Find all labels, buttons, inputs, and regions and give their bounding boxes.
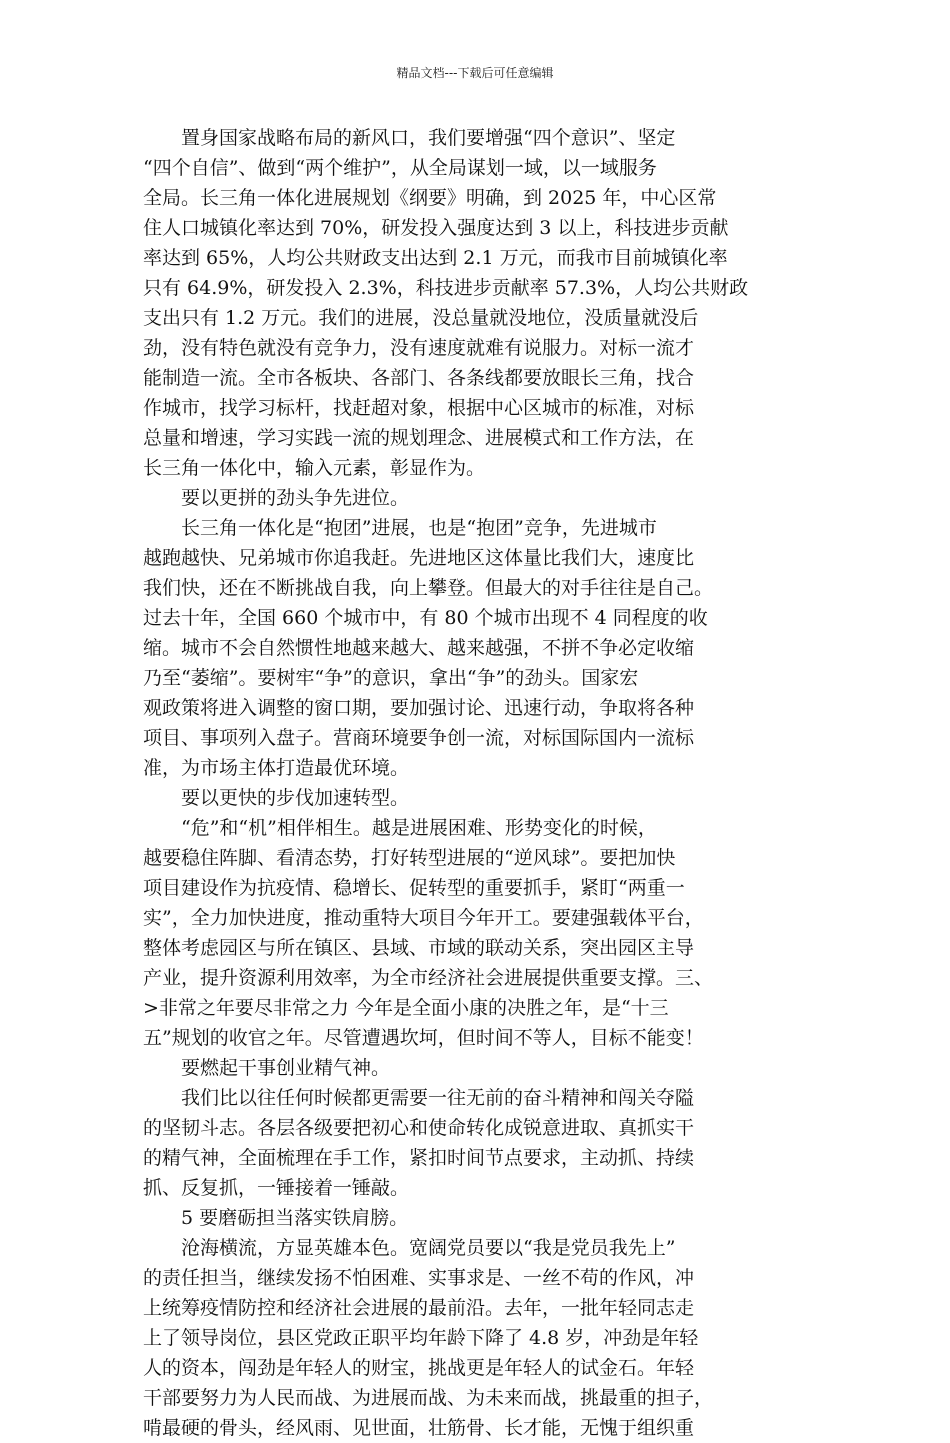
text-line: 长三角一体化中，输入元素，彰显作为。 <box>143 457 486 479</box>
text-line: 长三角一体化是“抱团”进展，也是“抱团”竞争，先进城市 <box>143 517 657 539</box>
text-line: 五”规划的收官之年。尽管遭遇坎坷，但时间不等人，目标不能变！ <box>143 1027 704 1049</box>
document-body <box>143 123 819 1443</box>
text-line: 越跑越快、兄弟城市你追我赶。先进地区这体量比我们大，速度比 <box>143 547 695 569</box>
text-line: 我们比以往任何时候都更需要一往无前的奋斗精神和闯关夺隘 <box>143 1087 695 1109</box>
text-line: 沧海横流，方显英雄本色。宽阔党员要以“我是党员我先上” <box>143 1237 676 1259</box>
text-line: 上统筹疫情防控和经济社会进展的最前沿。去年，一批年轻同志走 <box>143 1297 695 1319</box>
text-line: 5 要磨砺担当落实铁肩膀。 <box>143 1207 409 1229</box>
text-line: 我们快，还在不断挑战自我，向上攀登。但最大的对手往往是自己。 <box>143 577 714 599</box>
text-line: 劲，没有特色就没有竞争力，没有速度就难有说服力。对标一流才 <box>143 337 695 359</box>
text-line: 观政策将进入调整的窗口期，要加强讨论、迅速行动，争取将各种 <box>143 697 695 719</box>
text-line: 要以更快的步伐加速转型。 <box>143 787 410 809</box>
text-line: 的精气神，全面梳理在手工作，紧扣时间节点要求，主动抓、持续 <box>143 1147 695 1169</box>
text-line: 只有 64.9%，研发投入 2.3%，科技进步贡献率 57.3%，人均公共财政 <box>143 277 749 299</box>
page-header: 精品文档---下载后可任意编辑 <box>396 66 554 80</box>
text-line: 作城市，找学习标杆，找赶超对象，根据中心区城市的标准，对标 <box>143 397 695 419</box>
text-line: 抓、反复抓，一锤接着一锤敲。 <box>143 1177 410 1199</box>
text-line: 人的资本，闯劲是年轻人的财宝，挑战更是年轻人的试金石。年轻 <box>143 1357 695 1379</box>
text-line: “四个自信”、做到“两个维护”，从全局谋划一域，以一域服务 <box>143 157 657 179</box>
text-line: 的坚韧斗志。各层各级要把初心和使命转化成锐意进取、真抓实干 <box>143 1117 695 1139</box>
text-line: 实”，全力加快进度，推动重特大项目今年开工。要建强载体平台， <box>143 907 704 929</box>
text-line: 要燃起干事创业精气神。 <box>143 1057 391 1079</box>
text-line: 住人口城镇化率达到 70%，研发投入强度达到 3 以上，科技进步贡献 <box>143 217 729 239</box>
text-line: “危”和“机”相伴相生。越是进展困难、形势变化的时候， <box>143 817 657 839</box>
text-line: 越要稳住阵脚、看清态势，打好转型进展的“逆风球”。要把加快 <box>143 847 676 869</box>
text-line: 支出只有 1.2 万元。我们的进展，没总量就没地位，没质量就没后 <box>143 307 699 329</box>
text-line: 项目建设作为抗疫情、稳增长、促转型的重要抓手，紧盯“两重一 <box>143 877 685 899</box>
text-line: 缩。城市不会自然惯性地越来越大、越来越强，不拼不争必定收缩 <box>143 637 695 659</box>
text-line: 整体考虑园区与所在镇区、县域、市域的联动关系，突出园区主导 <box>143 937 695 959</box>
text-line: 产业，提升资源利用效率，为全市经济社会进展提供重要支撑。三、 <box>143 967 714 989</box>
text-line: 率达到 65%，人均公共财政支出达到 2.1 万元，而我市目前城镇化率 <box>143 247 728 269</box>
text-line: 啃最硬的骨头，经风雨、见世面，壮筋骨、长才能，无愧于组织重 <box>143 1417 695 1439</box>
text-line: 的责任担当，继续发扬不怕困难、实事求是、一丝不苟的作风，冲 <box>143 1267 695 1289</box>
text-line: 乃至“萎缩”。要树牢“争”的意识，拿出“争”的劲头。国家宏 <box>143 667 639 689</box>
text-line: >非常之年要尽非常之力 今年是全面小康的决胜之年，是“十三 <box>143 997 669 1019</box>
text-line: 置身国家战略布局的新风口，我们要增强“四个意识”、坚定 <box>143 127 676 149</box>
text-line: 项目、事项列入盘子。营商环境要争创一流，对标国际国内一流标 <box>143 727 695 749</box>
text-line: 能制造一流。全市各板块、各部门、各条线都要放眼长三角，找合 <box>143 367 695 389</box>
text-line: 要以更拼的劲头争先进位。 <box>143 487 410 509</box>
text-line: 过去十年，全国 660 个城市中，有 80 个城市出现不 4 同程度的收 <box>143 607 708 629</box>
text-line: 准，为市场主体打造最优环境。 <box>143 757 410 779</box>
text-line: 全局。长三角一体化进展规划《纲要》明确，到 2025 年，中心区常 <box>143 187 717 209</box>
text-line: 干部要努力为人民而战、为进展而战、为未来而战，挑最重的担子， <box>143 1387 714 1409</box>
text-line: 上了领导岗位，县区党政正职平均年龄下降了 4.8 岁，冲劲是年轻 <box>143 1327 699 1349</box>
text-line: 总量和增速，学习实践一流的规划理念、进展模式和工作方法，在 <box>143 427 695 449</box>
